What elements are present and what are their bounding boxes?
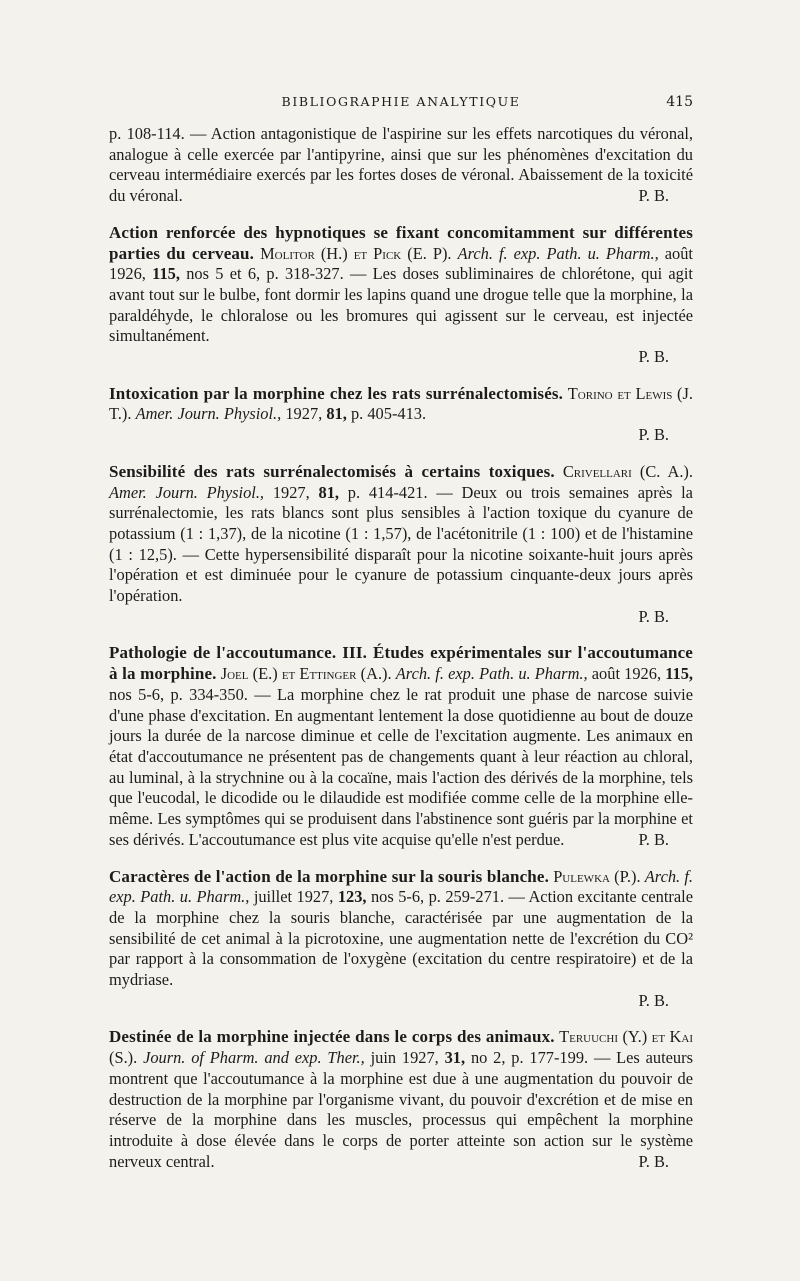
- entry-signature: P. B.: [638, 186, 669, 206]
- entry-signature: P. B.: [638, 606, 669, 626]
- entry-volume: 81,: [326, 404, 347, 424]
- entry-signature: P. B.: [638, 425, 669, 445]
- entry-journal: Arch. f. exp. Path. u. Pharm.,: [395, 664, 588, 684]
- entry-date: juin 1927,: [370, 1048, 439, 1068]
- entry-date: 1927,: [272, 482, 310, 502]
- entry-journal: Journ. of Pharm. and exp. Ther.,: [143, 1048, 365, 1068]
- page-header: [109, 94, 693, 116]
- entry-abstract: — Les auteurs montrent que l'accoutumance à la morphine est due à une augmentation du pouvoir de destruction de la morphine par l'organisme vivant, du pouvoir d'excrétion et de mise en réserve de la morphine dans les muscles, processus qui empêchent la morphine introduite à dose élevée dans le corps de porter atteinte son action sur le système nerveux central.: [109, 1048, 693, 1171]
- entry-journal: Amer. Journ. Physiol.,: [135, 404, 282, 424]
- entry-volume: 81,: [318, 482, 339, 502]
- entry-pages: nos 5-6, p. 259-271.: [370, 887, 505, 907]
- entry-abstract: — Les doses subliminaires de chlorétone, qui agit avant tout sur le bulbe, font dormir les lapins quand une drogue telle que la morphine, la paraldéhyde, le chloralose ou les bromures qui agissent sur le cerveau, est injectée simultanément.: [109, 264, 693, 346]
- entry-abstract: — Action excitante centrale de la morphine chez la souris blanche, caractérisée par une augmentation de la sensibilité de cet animal à la picrotoxine, une augmentation nette de l'excrétion du CO² par rapport à la consommation de l'oxygène (excitation du centre respiratoire) et de la mydriase.: [109, 887, 693, 990]
- document-body: [109, 124, 693, 1188]
- entry-date: août 1926,: [109, 243, 693, 284]
- entry-pages: p. 414-421.: [347, 482, 428, 502]
- entry-authors: Molitor (H.) et Pick (E. P).: [260, 243, 452, 263]
- entry: [109, 867, 693, 1012]
- entry-authors: Torino et Lewis (J. T.).: [109, 383, 693, 424]
- page-number: 415: [666, 94, 693, 110]
- entry-abstract: — Deux ou trois semaines après la surrénalectomie, les rats blancs sont plus sensibles à l'action toxique du cyanure de potassium (1 : 1,37), de la nicotine (1 : 1,57), de l'acétonitrile (1 : 100) et de l'histamine (1 : 12,5). — Cette hypersensibilité disparaît pour la nicotine soixante-huit jours après l'opération et est diminuée pour le cyanure de potassium cinquante-deux jours après l'opération.: [109, 482, 693, 606]
- entry-volume: 115,: [665, 664, 693, 684]
- entry-title: Pathologie de l'accoutumance. III. Études expérimentales sur l'accoutumance à la morphine.: [109, 643, 693, 684]
- entry-authors: Teruuchi (Y.) et Kai (S.).: [109, 1027, 694, 1068]
- entry-signature: P. B.: [638, 829, 669, 849]
- entry-journal: Arch. f. exp. Path. u. Pharm.,: [109, 866, 693, 907]
- entry-title: Destinée de la morphine injectée dans le corps des animaux.: [109, 1027, 555, 1047]
- entry-title: Caractères de l'action de la morphine sur la souris blanche.: [109, 866, 549, 886]
- entry-pages: p. 405-413.: [350, 404, 427, 424]
- entry-journal: Arch. f. exp. Path. u. Pharm.,: [457, 243, 659, 263]
- entry: [109, 462, 693, 628]
- entry-pages: no 2, p. 177-199.: [470, 1048, 589, 1068]
- entry-journal: Amer. Journ. Physiol.,: [109, 482, 265, 502]
- entry-signature: P. B.: [638, 990, 669, 1010]
- entry-title: Sensibilité des rats surrénalectomisés à certains toxiques.: [109, 461, 555, 481]
- entry-volume: 115,: [152, 264, 180, 284]
- entry-authors: Pulewka (P.).: [553, 866, 641, 886]
- entry-text: p. 108-114. — Action antagonistique de l'aspirine sur les effets narcotiques du véronal, analogue à celle exercée par l'antipyrine, ainsi que sur les phénomènes d'excitation du cerveau intermédiaire exercés par les fortes doses de véronal. Abaissement de la toxicité du véronal.: [109, 124, 693, 206]
- entry: [109, 384, 693, 446]
- entry-volume: 31,: [444, 1048, 466, 1068]
- running-title: BIBLIOGRAPHIE ANALYTIQUE: [281, 94, 521, 109]
- entry-date: août 1926,: [591, 664, 662, 684]
- entry-date: 1927,: [285, 404, 323, 424]
- entry-title: Action renforcée des hypnotiques se fixant concomitamment sur différentes parties du cerveau.: [109, 222, 693, 263]
- entry-authors: Joel (E.) et Ettinger (A.).: [220, 664, 392, 684]
- entry-volume: 123,: [337, 887, 367, 907]
- entry-abstract: — La morphine chez le rat produit une phase de narcose suivie d'une phase d'excitation. En augmentant lentement la dose quotidienne au bout de douze jours la durée de la narcose diminue et celle de l'excitation augmente. Les animaux en état d'accoutumance ne présentent pas de changements quant à leur réaction au chloral, au luminal, à la strychnine ou à la cocaïne, mais l'action des dérivés de la morphine, tels que l'eucodal, le dicodide ou le dilaudide est modifiée comme celle de la morphine elle-même. Les symptômes qui se produisent dans l'abstinence sont guéris par la morphine et ses dérivés. L'accoutumance est plus vite acquise qu'elle n'est perdue.: [109, 684, 693, 849]
- entry-title: Intoxication par la morphine chez les rats surrénalectomisés.: [109, 383, 564, 403]
- entry-pages: nos 5-6, p. 334-350.: [109, 684, 248, 704]
- entry-continuation: [109, 124, 693, 207]
- entry-signature: P. B.: [638, 347, 669, 367]
- entry: [109, 643, 693, 850]
- entry-date: juillet 1927,: [253, 887, 334, 907]
- entry: [109, 223, 693, 368]
- entry-authors: Crivellari (C. A.).: [562, 461, 693, 481]
- entry-signature: P. B.: [638, 1151, 669, 1171]
- entry: [109, 1027, 693, 1172]
- entry-pages: nos 5 et 6, p. 318-327.: [186, 264, 344, 284]
